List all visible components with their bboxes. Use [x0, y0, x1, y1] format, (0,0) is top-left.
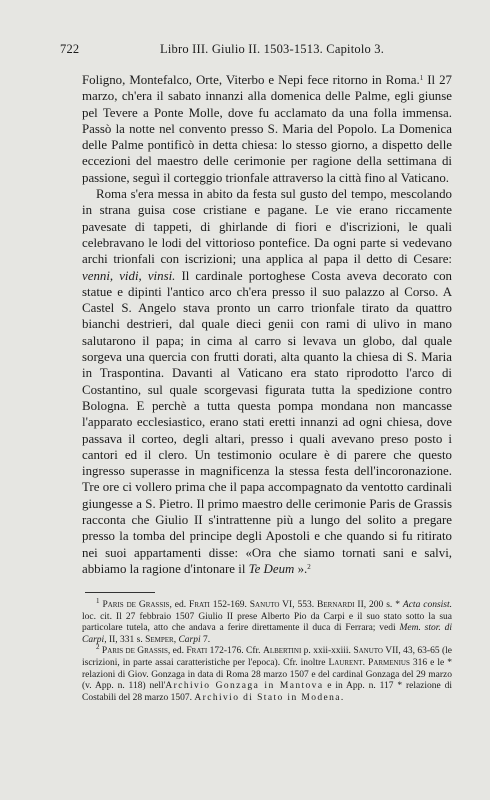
- running-title: Libro III. Giulio II. 1503-1513. Capitolo 3.: [160, 42, 385, 56]
- footnote-text: VII, 43, 63-65 (le iscrizioni, in parte assai caratteristiche per l'epoca). Cfr. inoltre: [82, 646, 453, 668]
- author-ref: Paris de Grassis: [102, 600, 170, 610]
- paragraph-2: [82, 186, 452, 577]
- footnote-text: 152-169.: [209, 600, 250, 610]
- footnote-text: .: [340, 692, 344, 703]
- source-title: Carpi: [178, 634, 201, 645]
- footnote-text: 316 e le * relazioni di Giov. Gonzaga in data di Roma 28 marzo 1507 e del cardinal Gonzaga del 29 marzo (v. App. n. 118) nell': [82, 657, 453, 692]
- paragraph-2-end: ».: [294, 561, 308, 576]
- footnote-1-number: 1: [96, 597, 100, 605]
- footnote-text: ,: [173, 634, 179, 645]
- main-text: [82, 72, 452, 577]
- footnote-text: VI, 553.: [279, 600, 318, 610]
- footnotes: [82, 597, 453, 704]
- author-ref: Albertini: [262, 646, 302, 657]
- footnote-text: e in App. n. 117 * relazione di Costabili del 28 marzo 1507.: [82, 681, 452, 703]
- author-ref: Semper: [145, 634, 174, 645]
- author-ref: Laurent. Parmenius: [328, 657, 410, 668]
- author-ref: Frati: [189, 600, 210, 610]
- footnote-ref-2: 2: [307, 562, 311, 571]
- source-title: Acta consist.: [402, 600, 453, 610]
- archive-ref: Archivio Gonzaga in Mantova: [165, 681, 324, 692]
- caesar-quote: venni, vidi, vinsi.: [82, 268, 176, 283]
- paragraph-1-start: Foligno, Montefalco, Orte, Viterbo e Nepi fece ritorno in Roma.: [82, 73, 420, 87]
- footnote-1: [82, 597, 453, 646]
- footnote-text: p. xxii-xxiii.: [301, 646, 354, 657]
- author-ref: Sanuto: [353, 646, 383, 657]
- footnote-2: [82, 643, 453, 704]
- footnote-2-number: 2: [96, 643, 100, 652]
- footnote-text: , ed.: [169, 600, 190, 610]
- author-ref: Sanuto: [249, 600, 280, 610]
- footnote-ref-1: 1: [419, 74, 424, 82]
- archive-ref: Archivio di Stato in Modena: [194, 692, 341, 703]
- footnote-text: 172-176. Cfr.: [207, 646, 263, 657]
- footnote-text: loc. cit. Il 27 febbraio 1507 Giulio II prese Alberto Pio da Carpi e il suo stato sotto la sua particolare tutela, atto che andava a ferire direttamente il duca di Ferrara; vedi: [82, 611, 452, 634]
- page-number: 722: [60, 42, 80, 56]
- footnote-text: 7.: [200, 634, 211, 645]
- te-deum: Te Deum: [248, 561, 295, 576]
- paragraph-1-rest: Il 27 marzo, ch'era il sabato innanzi alla domenica delle Palme, egli giunse pel Tevere a Ponte Molle, dove fu acclamato da una folla immensa. Passò la notte nel convento presso S. Maria del Popolo. La Domenica delle Palme pontificò in detta chiesa: lo stesso giorno, a dispetto delle eccezioni del maestro delle cerimonie per ragione della settimana di passione, seguì il corteggio trionfale attraverso la città fino al Vaticano.: [82, 73, 452, 185]
- source-title: Mem. stor. di Carpi: [82, 623, 452, 645]
- paragraph-2-start: Roma s'era messa in abito da festa sul gusto del tempo, mescolando in strana guisa cose cristiane e pagane. Le vie erano riccamente pavesate di tappeti, di ghirlande di fiori e d'iscrizioni, le quali celebravano le lodi del vittorioso pontefice. Da ogni parte si vedevano archi trionfali con iscrizioni; una applica al papa il detto di Cesare:: [82, 187, 452, 267]
- footnote-text: II, 200 s. *: [354, 600, 403, 610]
- paragraph-2-middle: Il cardinale portoghese Costa aveva decorato con statue e dipinti l'antico arco ch'era presso il suo palazzo al Corso. A Castel S. Angelo stava pronto un carro trionfale tirato da quattro bianchi destrieri, dal quale dieci genii con rami di ulivo in mano salutarono il papa; in cima al carro si levava un globo, dal quale sorgeva una quercia con frutti dorati, alta quanto la chiesa di S. Maria in Traspontina. Davanti al Vaticano era stato riprodotto l'arco di Costantino, sul quale scorgevasi figurata tutta la spedizione contro Bologna. E perchè a tutta questa pompa mondana non mancasse l'apparato ecclesiastico, erano stati eretti innanzi ad ogni chiesa, dove passava il corteo, degli altari, presso i quali avevano preso posto i cantori ed il clero. Un testimonio oculare è di parere che questo ingresso superasse in magnificenza la stessa festa dell'incoronazione. Tre ore ci vollero prima che il papa accompagnato da ventotto cardinali giungesse a S. Pietro. Il primo maestro delle cerimonie Paris de Grassis racconta che Giulio II s'intrattenne più a lungo del solito a pregare presso la tomba del principe degli Apostoli e che quando si fu ritirato nei suoi appartamenti disse: «Ora che siamo tornati sani e salvi, abbiamo la ragione d'intonare il: [82, 268, 452, 576]
- footnote-text: , ed.: [167, 646, 187, 657]
- author-ref: Bernardi: [317, 600, 355, 610]
- footnote-text: , II, 331 s.: [104, 634, 146, 645]
- author-ref: Paris de Grassis: [101, 646, 168, 657]
- author-ref: Frati: [186, 646, 208, 657]
- footnote-separator: [85, 592, 155, 593]
- paragraph-1: [82, 72, 452, 186]
